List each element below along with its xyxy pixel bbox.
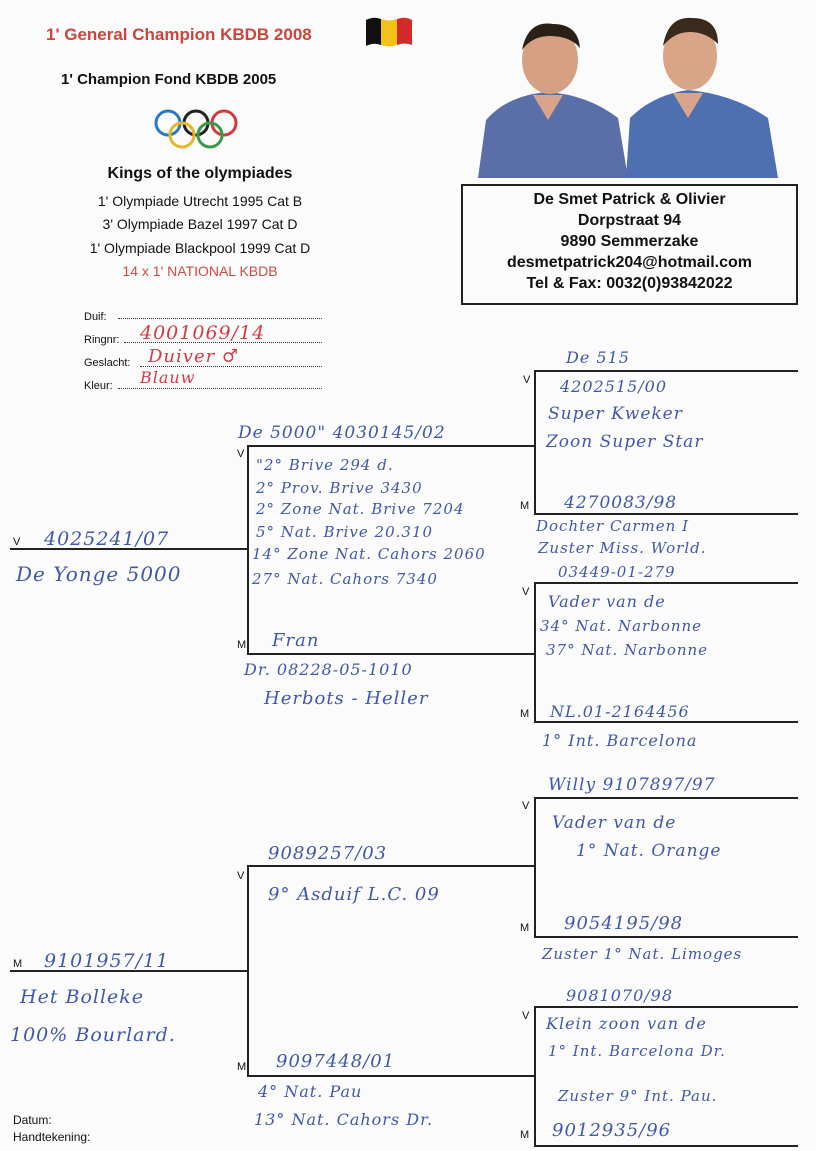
ddd-note-1: Zuster 9° Int. Pau. [558,1087,718,1105]
line-connector-sire [247,445,249,655]
ringnr-value: 4001069/14 [140,322,266,344]
duif-label: Duif: [84,311,107,323]
sds-ring: 03449-01-279 [558,563,676,581]
marker-sds: V [522,586,530,598]
line-gen2-ds [247,865,535,867]
handtekening-label: Handtekening: [13,1130,91,1144]
dds-note-1: Klein zoon van de [546,1014,707,1033]
line-connector-ds [534,797,536,937]
line-connector-ss [534,370,536,515]
ss-ring: De 5000" 4030145/02 [238,423,446,443]
line-gen2-sd [247,653,535,655]
general-champion-title: 1' General Champion KBDB 2008 [46,25,312,44]
olympiade-line-3: 1' Olympiade Blackpool 1999 Cat D [89,240,311,256]
belgium-flag-icon [364,14,414,48]
marker-ss: V [237,448,245,460]
sss-note-2: Super Kweker [548,404,683,424]
line-connector-dd [534,1006,536,1146]
kleur-line [118,388,322,389]
ss-note-2: 2° Prov. Brive 3430 [256,479,423,497]
olympiade-line-2: 3' Olympiade Bazel 1997 Cat D [102,216,298,232]
kleur-label: Kleur: [84,380,113,392]
line-gen3-4 [534,721,798,723]
datum-label: Datum: [13,1113,52,1127]
dss-note-1: Vader van de [552,813,677,833]
line-gen2-dd [247,1075,535,1077]
geslacht-value: Duiver ♂ [148,346,240,367]
olympiade-line-1: 1' Olympiade Utrecht 1995 Cat B [97,193,303,209]
marker-ds: V [237,870,245,882]
dd-note-1: 4° Nat. Pau [258,1082,363,1101]
line-gen3-5 [534,797,798,799]
dsd-note-1: Zuster 1° Nat. Limoges [542,945,743,963]
line-gen3-3 [534,582,798,584]
ss-note-5: 14° Zone Nat. Cahors 2060 [252,545,486,563]
ds-ring: 9089257/03 [268,843,388,864]
ss-note-6: 27° Nat. Cahors 7340 [252,570,438,588]
dam-name: Het Bolleke [20,986,145,1008]
kings-title: Kings of the olympiades [107,165,293,182]
owner-phone: Tel & Fax: 0032(0)93842022 [526,275,733,292]
marker-sd: M [237,639,247,651]
ssd-note-1: Dochter Carmen I [536,517,690,535]
marker-dam: M [13,958,23,970]
ssd-ring: 4270083/98 [564,493,678,513]
owner-name: De Smet Patrick & Olivier [533,191,726,208]
line-gen2-ss [247,445,535,447]
champion-fond-title: 1' Champion Fond KBDB 2005 [61,71,277,88]
owners-photo [478,10,784,178]
dds-ring: 9081070/98 [566,986,674,1005]
dd-ring: 9097448/01 [276,1051,396,1072]
line-gen3-8 [534,1145,798,1147]
contact-box [461,184,798,305]
dss-ring: Willy 9107897/97 [548,775,716,795]
marker-sire: V [13,536,21,548]
dd-note-2: 13° Nat. Cahors Dr. [254,1110,434,1129]
national-wins: 14 x 1' NATIONAL KBDB [122,263,278,279]
ddd-ring: 9012935/96 [552,1120,672,1141]
sss-ring: De 515 [566,348,630,367]
duif-line [118,318,322,319]
sire-ring: 4025241/07 [44,528,170,550]
dam-extra: 100% Bourlard. [10,1024,176,1046]
sdd-ring: NL.01-2164456 [550,702,690,721]
olympic-rings-icon [152,108,248,150]
ds-note-1: 9° Asduif L.C. 09 [268,884,440,905]
sd-note-2: Herbots - Heller [264,688,429,709]
ss-note-3: 2° Zone Nat. Brive 7204 [256,500,465,518]
ssd-note-2: Zuster Miss. World. [538,539,707,557]
marker-dd: M [237,1061,247,1073]
marker-dsd: M [520,922,530,934]
line-gen3-7 [534,1006,798,1008]
sds-note-2: 34° Nat. Narbonne [540,617,703,635]
line-connector-dam [247,865,249,1077]
marker-ddd: M [520,1129,530,1141]
dds-note-2: 1° Int. Barcelona Dr. [548,1042,726,1060]
owner-city: 9890 Semmerzake [560,233,699,250]
marker-sdd: M [520,708,530,720]
line-connector-sd [534,582,536,722]
line-gen3-2 [534,513,798,515]
sss-note-1: 4202515/00 [560,377,668,396]
dsd-ring: 9054195/98 [564,913,684,934]
sss-note-3: Zoon Super Star [546,432,704,452]
ringnr-label: Ringnr: [84,334,120,346]
marker-ssd: M [520,500,530,512]
line-gen3-6 [534,936,798,938]
geslacht-label: Geslacht: [84,357,131,369]
sire-name: De Yonge 5000 [16,562,182,586]
owner-street: Dorpstraat 94 [577,212,682,229]
line-gen3-1 [534,370,798,372]
sd-ring: Fran [272,630,320,651]
marker-dds: V [522,1010,530,1022]
ss-note-1: "2° Brive 294 d. [256,456,394,474]
ss-note-4: 5° Nat. Brive 20.310 [256,523,434,541]
sds-note-3: 37° Nat. Narbonne [546,641,709,659]
marker-dss: V [522,800,530,812]
sds-note-1: Vader van de [548,592,666,611]
owner-email: desmetpatrick204@hotmail.com [506,254,753,271]
sd-note-1: Dr. 08228-05-1010 [244,660,413,679]
dss-note-2: 1° Nat. Orange [576,841,722,861]
marker-sss: V [523,374,531,386]
kleur-value: Blauw [140,368,196,387]
sdd-note-1: 1° Int. Barcelona [542,731,698,750]
dam-ring: 9101957/11 [44,950,170,972]
